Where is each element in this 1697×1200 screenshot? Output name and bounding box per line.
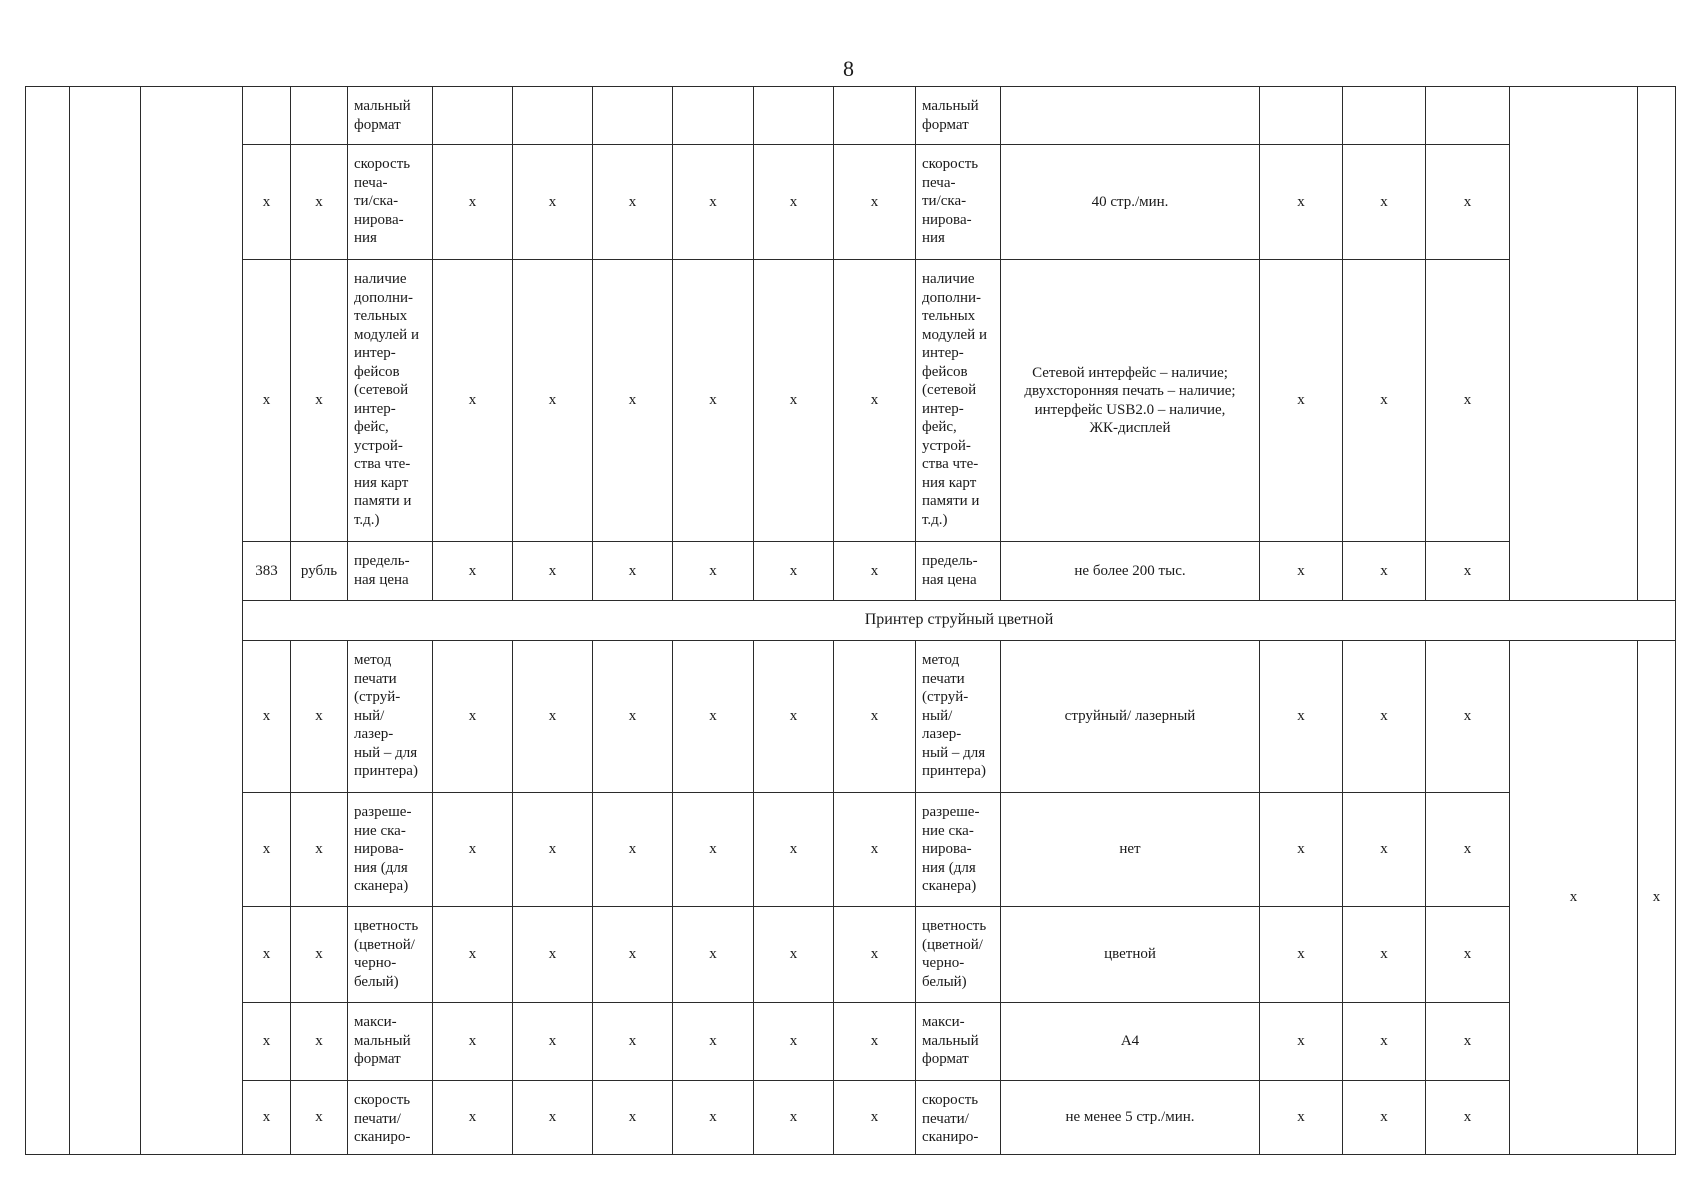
x-mark: x (754, 1003, 834, 1081)
characteristic-name-cell (916, 542, 1001, 601)
value-cell: 40 стр./мин. (1001, 145, 1260, 260)
x-mark: x (593, 907, 673, 1003)
x-mark: x (1343, 260, 1426, 542)
characteristic-name-cell (348, 542, 433, 601)
characteristic-name-cell (348, 1003, 433, 1081)
characteristic-name-cell (348, 793, 433, 907)
empty-cell (593, 87, 673, 145)
table-row (26, 542, 1676, 601)
x-mark: x (834, 1081, 916, 1155)
x-mark: x (1260, 793, 1343, 907)
value-cell: струйный/ лазерный (1001, 641, 1260, 793)
x-mark: x (433, 260, 513, 542)
characteristic-name-text: наличие дополни- тельных модулей и интер- фейсов (сетевой интер- фейс, устрой- ства чте- ния карт памяти и т.д.) (922, 271, 987, 528)
value-cell: А4 (1001, 1003, 1260, 1081)
table-row (26, 907, 1676, 1003)
characteristic-name-text: цветность (цветной/ черно- белый) (354, 918, 419, 990)
x-mark: x (1343, 1081, 1426, 1155)
x-mark: x (834, 907, 916, 1003)
x-mark: x (673, 641, 754, 793)
characteristic-name-text: скорость печати/ сканиро- (922, 1092, 979, 1145)
x-mark: x (834, 1003, 916, 1081)
empty-cell (1260, 87, 1343, 145)
characteristic-name-cell (916, 87, 1001, 145)
x-mark: x (1426, 1003, 1510, 1081)
value-cell (1001, 260, 1260, 542)
table-row (26, 1003, 1676, 1081)
table-row (26, 793, 1676, 907)
characteristic-name-text: наличие дополни- тельных модулей и интер- фейсов (сетевой интер- фейс, устрой- ства чте- ния карт памяти и т.д.) (354, 271, 419, 528)
x-mark: x (834, 542, 916, 601)
characteristic-name-text: цветность (цветной/ черно- белый) (922, 918, 987, 990)
value-cell: не менее 5 стр./мин. (1001, 1081, 1260, 1155)
value-cell (1001, 87, 1260, 145)
x-mark: x (834, 145, 916, 260)
x-mark: x (593, 1003, 673, 1081)
x-mark: x (291, 641, 348, 793)
x-mark: x (1510, 641, 1638, 1155)
characteristic-name-cell (348, 907, 433, 1003)
x-mark: x (243, 1003, 291, 1081)
characteristic-name-text: предель- ная цена (922, 553, 978, 588)
x-mark: x (433, 1081, 513, 1155)
x-mark: x (1260, 145, 1343, 260)
x-mark: x (754, 1081, 834, 1155)
x-mark: x (433, 793, 513, 907)
x-mark: x (1260, 907, 1343, 1003)
empty-cell (513, 87, 593, 145)
x-mark: x (1260, 1003, 1343, 1081)
x-mark: x (433, 907, 513, 1003)
characteristic-name-text: скорость печати/ сканиро- (354, 1092, 411, 1145)
x-mark: x (513, 1081, 593, 1155)
x-mark: x (673, 1003, 754, 1081)
x-mark: x (1426, 793, 1510, 907)
characteristic-name-text: скорость печа- ти/ска- нирова- ния (922, 156, 979, 246)
x-mark: x (513, 793, 593, 907)
x-mark: x (1426, 1081, 1510, 1155)
x-mark: x (593, 1081, 673, 1155)
empty-cell (1426, 87, 1510, 145)
x-mark: x (291, 260, 348, 542)
x-mark: x (1426, 641, 1510, 793)
x-mark: x (593, 641, 673, 793)
characteristic-name-cell (916, 793, 1001, 907)
section-title: Принтер струйный цветной (243, 601, 1676, 641)
table-row (26, 87, 1676, 145)
x-mark: x (1260, 542, 1343, 601)
x-mark: x (1260, 641, 1343, 793)
x-mark: x (513, 145, 593, 260)
x-mark: x (243, 907, 291, 1003)
x-mark: x (433, 641, 513, 793)
empty-cell (433, 87, 513, 145)
empty-cell (70, 87, 141, 1155)
characteristic-name-cell (916, 641, 1001, 793)
unit-cell: рубль (291, 542, 348, 601)
code-cell: 383 (243, 542, 291, 601)
x-mark: x (291, 907, 348, 1003)
x-mark: x (291, 1081, 348, 1155)
empty-cell (1638, 87, 1676, 601)
x-mark: x (673, 793, 754, 907)
x-mark: x (754, 641, 834, 793)
x-mark: x (834, 641, 916, 793)
x-mark: x (513, 907, 593, 1003)
x-mark: x (834, 260, 916, 542)
x-mark: x (513, 641, 593, 793)
x-mark: x (754, 145, 834, 260)
characteristic-name-text: мальный формат (922, 98, 979, 133)
x-mark: x (243, 145, 291, 260)
x-mark: x (1426, 907, 1510, 1003)
x-mark: x (834, 793, 916, 907)
empty-cell (141, 87, 243, 1155)
value-cell: цветной (1001, 907, 1260, 1003)
x-mark: x (1638, 641, 1676, 1155)
characteristic-name-cell (916, 1081, 1001, 1155)
characteristic-name-text: макси- мальный формат (354, 1014, 411, 1067)
x-mark: x (433, 542, 513, 601)
table-row (26, 1081, 1676, 1155)
table-row (26, 601, 1676, 641)
x-mark: x (1343, 542, 1426, 601)
characteristic-name-cell (348, 145, 433, 260)
value-cell: не более 200 тыс. (1001, 542, 1260, 601)
characteristic-name-cell (916, 260, 1001, 542)
unit-cell (291, 87, 348, 145)
x-mark: x (1343, 145, 1426, 260)
x-mark: x (1343, 1003, 1426, 1081)
characteristic-name-text: скорость печа- ти/ска- нирова- ния (354, 156, 411, 246)
empty-cell (1343, 87, 1426, 145)
x-mark: x (593, 260, 673, 542)
characteristic-name-cell (348, 260, 433, 542)
page-number: 8 (843, 56, 854, 81)
x-mark: x (513, 542, 593, 601)
x-mark: x (513, 260, 593, 542)
empty-cell (1510, 87, 1638, 601)
value-cell: нет (1001, 793, 1260, 907)
x-mark: x (673, 1081, 754, 1155)
x-mark: x (291, 145, 348, 260)
characteristic-name-text: макси- мальный формат (922, 1014, 979, 1067)
characteristic-name-cell (348, 1081, 433, 1155)
x-mark: x (593, 145, 673, 260)
characteristic-name-cell (348, 641, 433, 793)
empty-cell (26, 87, 70, 1155)
x-mark: x (243, 260, 291, 542)
x-mark: x (593, 793, 673, 907)
x-mark: x (754, 260, 834, 542)
x-mark: x (754, 542, 834, 601)
empty-cell (834, 87, 916, 145)
characteristic-name-text: предель- ная цена (354, 553, 410, 588)
x-mark: x (513, 1003, 593, 1081)
characteristic-name-cell (916, 907, 1001, 1003)
characteristic-name-text: разреше- ние ска- нирова- ния (для сканера) (922, 804, 980, 894)
x-mark: x (1426, 145, 1510, 260)
x-mark: x (1260, 1081, 1343, 1155)
x-mark: x (1343, 641, 1426, 793)
characteristic-name-cell (348, 87, 433, 145)
x-mark: x (673, 907, 754, 1003)
characteristics-table (25, 86, 1676, 1155)
characteristic-name-cell (916, 145, 1001, 260)
characteristic-name-text: метод печати (струй- ный/ лазер- ный – для принтера) (922, 652, 986, 779)
x-mark: x (673, 260, 754, 542)
table-row (26, 641, 1676, 793)
value-text: Сетевой интерфейс – наличие; двухсторонняя печать – наличие; интерфейс USB2.0 – наличие, ЖК-дисплей (1024, 364, 1236, 436)
characteristic-name-text: мальный формат (354, 98, 411, 133)
document-table-area (25, 86, 1675, 1154)
characteristic-name-text: метод печати (струй- ный/ лазер- ный – для принтера) (354, 652, 418, 779)
x-mark: x (754, 907, 834, 1003)
x-mark: x (291, 1003, 348, 1081)
characteristic-name-cell (916, 1003, 1001, 1081)
empty-cell (754, 87, 834, 145)
x-mark: x (1343, 793, 1426, 907)
table-row (26, 145, 1676, 260)
x-mark: x (243, 1081, 291, 1155)
code-cell (243, 87, 291, 145)
x-mark: x (1426, 542, 1510, 601)
x-mark: x (433, 145, 513, 260)
x-mark: x (243, 641, 291, 793)
x-mark: x (291, 793, 348, 907)
x-mark: x (1260, 260, 1343, 542)
x-mark: x (754, 793, 834, 907)
x-mark: x (1343, 907, 1426, 1003)
x-mark: x (593, 542, 673, 601)
empty-cell (673, 87, 754, 145)
x-mark: x (243, 793, 291, 907)
characteristic-name-text: разреше- ние ска- нирова- ния (для сканера) (354, 804, 412, 894)
x-mark: x (673, 145, 754, 260)
table-row (26, 260, 1676, 542)
x-mark: x (1426, 260, 1510, 542)
x-mark: x (433, 1003, 513, 1081)
x-mark: x (673, 542, 754, 601)
